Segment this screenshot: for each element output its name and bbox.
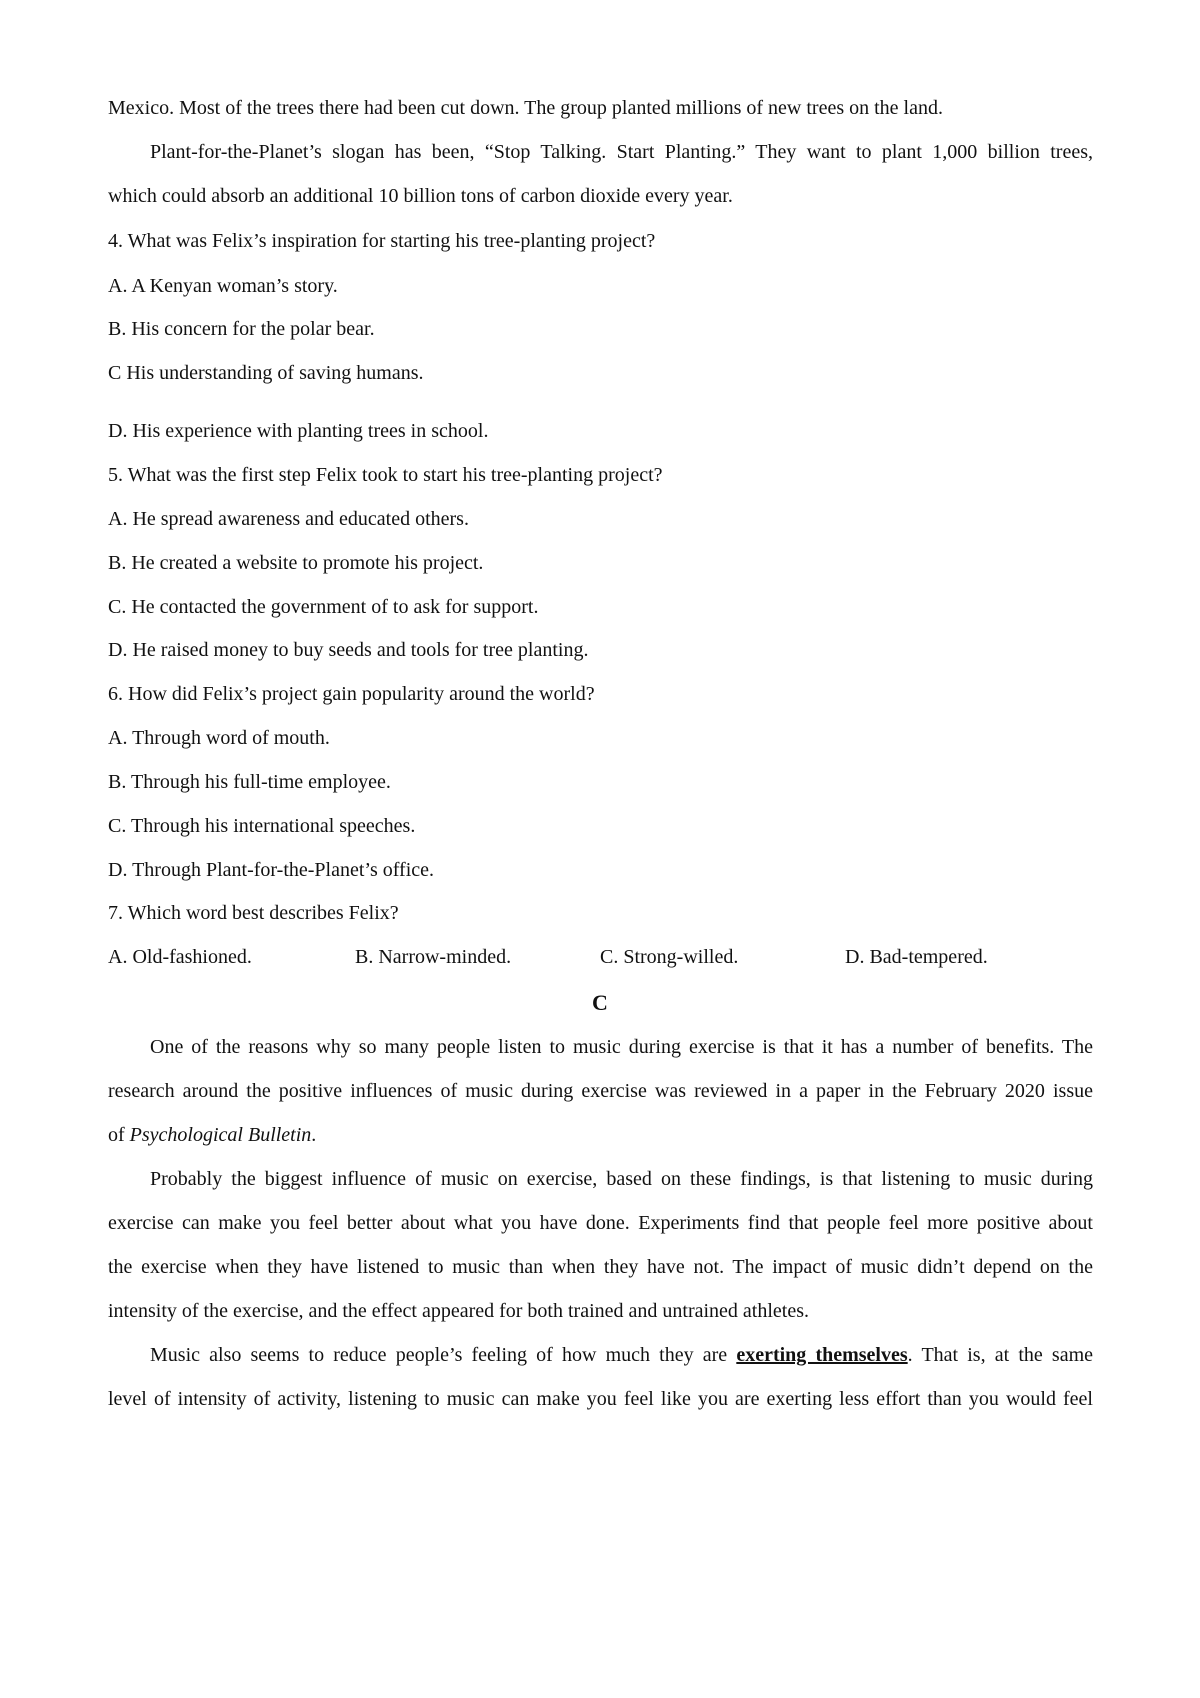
answer-option: B. He created a website to promote his project. (108, 552, 484, 574)
passage-line: level of intensity of activity, listening to music can make you feel like you are exerting less effort than you would feel (108, 1388, 1093, 1410)
answer-option: D. Bad-tempered. (845, 946, 988, 968)
passage-line: intensity of the exercise, and the effect appeared for both trained and untrained athletes. (108, 1300, 810, 1322)
answer-option: A. He spread awareness and educated others. (108, 508, 469, 530)
passage-line: Probably the biggest influence of music on exercise, based on these findings, is that listening to music during (150, 1168, 1093, 1190)
answer-option: C. Through his international speeches. (108, 815, 416, 837)
answer-option: A. Old-fashioned. (108, 946, 252, 968)
text-fragment: . (311, 1124, 317, 1146)
passage-line: One of the reasons why so many people listen to music during exercise is that it has a number of benefits. The (150, 1036, 1093, 1058)
journal-title: Psychological Bulletin (129, 1124, 312, 1146)
question-stem: 7. Which word best describes Felix? (108, 902, 399, 924)
answer-option: A. Through word of mouth. (108, 727, 330, 749)
passage-line: Mexico. Most of the trees there had been cut down. The group planted millions of new trees on the land. (108, 97, 943, 119)
answer-option: D. His experience with planting trees in school. (108, 420, 489, 442)
passage-line: exercise can make you feel better about what you have done. Experiments find that people feel more positive about (108, 1212, 1093, 1234)
passage-line (108, 1122, 1093, 1148)
answer-option: D. He raised money to buy seeds and tools for tree planting. (108, 639, 589, 661)
text-fragment: . That is, at the same (907, 1344, 1094, 1366)
section-heading: C (592, 990, 608, 1015)
question-stem: 6. How did Felix’s project gain popularity around the world? (108, 683, 595, 705)
passage-line (150, 1342, 1093, 1368)
passage-line: Plant-for-the-Planet’s slogan has been, “Stop Talking. Start Planting.” They want to plant 1,000 billion trees, (150, 141, 1093, 163)
text-fragment: Music also seems to reduce people’s feeling of how much they are (150, 1344, 737, 1366)
answer-option: B. Narrow-minded. (355, 946, 512, 968)
underlined-phrase: exerting themselves (736, 1344, 908, 1366)
question-stem: 5. What was the first step Felix took to start his tree-planting project? (108, 464, 663, 486)
answer-option: B. His concern for the polar bear. (108, 318, 375, 340)
answer-option: C. He contacted the government of to ask for support. (108, 596, 539, 618)
question-stem: 4. What was Felix’s inspiration for starting his tree-planting project? (108, 230, 656, 252)
answer-option: A. A Kenyan woman’s story. (108, 275, 338, 297)
passage-line: which could absorb an additional 10 billion tons of carbon dioxide every year. (108, 185, 733, 207)
text-fragment: of (108, 1124, 130, 1146)
passage-line: the exercise when they have listened to music than when they have not. The impact of music didn’t depend on the (108, 1256, 1093, 1278)
answer-option: C His understanding of saving humans. (108, 362, 424, 384)
answer-option: C. Strong-willed. (600, 946, 739, 968)
answer-option: B. Through his full-time employee. (108, 771, 391, 793)
answer-option: D. Through Plant-for-the-Planet’s office. (108, 859, 435, 881)
passage-line: research around the positive influences of music during exercise was reviewed in a paper in the February 2020 issue (108, 1080, 1093, 1102)
